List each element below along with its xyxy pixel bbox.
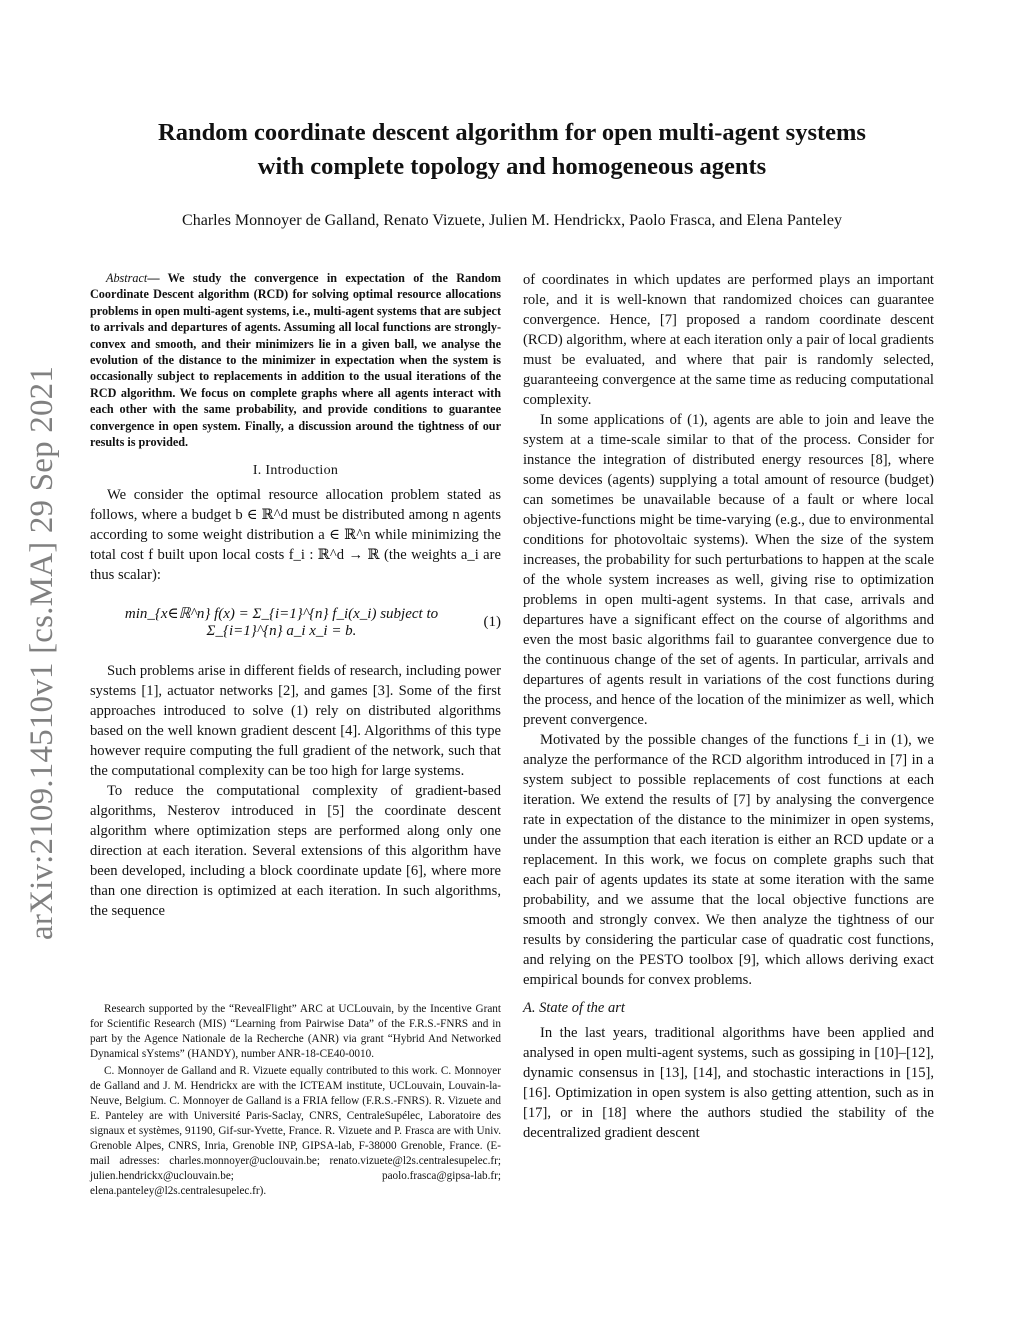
section-heading-introduction: I. Introduction [252, 463, 339, 479]
state-of-art-paragraph-1: In the last years, traditional algorithms have been applied and analysed in open multi-agent systems, such as gossiping in [10]–[12], dynamic consensus in [13], [14], and stochastic interactions in [15], [16]. Optimization in open system is also getting attention, such as in [17], or in [18] where the authors studied the stability of the decentralized gradient descent [523, 1025, 934, 1141]
intro-paragraph-5: In some applications of (1), agents are able to join and leave the system at a time-scale similar to that of the process. Consider for instance the integration of distributed energy resources [8], where some devices (agents) supplying a total amount of resource (budget) can sometimes be unavailable because of a fault or where local objective-functions might be time-varying (e.g., due to environmental conditions for photovoltaic systems). When the size of the system increases, the probability for such perturbations to happen at the scale of the whole system increases as well, giving rise to optimization problems in open multi-agent systems. In that case, arrivals and departures have a significant effect on the course of algorithms and even the most basic algorithms fail to guarantee convergence due to the continuous change of the set of agents. In particular, arrivals and departures of agents result in variations of the cost functions during the process, and hence of the location of the minimizer as well, which prevent convergence. [523, 412, 934, 728]
right-column [523, 270, 934, 1143]
intro-paragraph-4: of coordinates in which updates are performed plays an important role, and it is well-known that randomized choices can guarantee convergence. Hence, [7] proposed a random coordinate descent (RCD) algorithm, where at each iteration only a pair of local gradients must be evaluated, and where that pair is randomly selected, guaranteeing convergence at the same time as reducing computational complexity. [523, 272, 934, 408]
title-line-1: Random coordinate descent algorithm for open multi-agent systems [158, 119, 866, 146]
footnote-funding: Research supported by the “RevealFlight” ARC at UCLouvain, by the Incentive Grant for Scientific Research (MIS) “Learning from Pairwise Data” of the F.R.S.-FNRS and in part by the Agence Nationale de la Recherche (ANR) via grant “Hybrid And Networked Dynamical sYstems” (HANDY), number ANR-18-CE40-0010. [90, 1003, 501, 1060]
equation-1-number: (1) [483, 613, 501, 630]
title-line-2: with complete topology and homogeneous agents [257, 153, 767, 180]
intro-paragraph-1: We consider the optimal resource allocation problem stated as follows, where a budget b ∈ ℝ^d must be distributed among n agents according to some weight distribution a ∈ ℝ^n while minimizing the total cost f built upon local costs f_i : ℝ^d → ℝ (the weights a_i are thus scalar): [90, 487, 501, 584]
footnotes [90, 1002, 501, 1201]
subsection-heading-state-of-art: A. State of the art [523, 1000, 625, 1016]
left-column [90, 270, 501, 921]
intro-paragraph-6: Motivated by the possible changes of the functions f_i in (1), we analyze the performance of the RCD algorithm introduced in [7] in a system subject to possible replacements of cost functions at each iteration. We extend the results of [7] by analysing the convergence rate in expectation of the distance to the minimizer in open systems, under the assumption that each iteration is either an RCD update or a replacement. In this work, we focus on complete graphs such that each pair of agents updates its state at some iteration with the same probability, and we assume that the local objective functions are smooth and strongly convex. We then analyze the tightness of our results by considering the particular case of quadratic cost functions, and relying on the PESTO toolbox [9], which allows deriving exact empirical bounds for convex problems. [523, 732, 934, 988]
footnote-affiliations: C. Monnoyer de Galland and R. Vizuete equally contributed to this work. C. Monnoyer de Galland and J. M. Hendrickx are with the ICTEAM institute, UCLouvain, Louvain-la-Neuve, Belgium. C. Monnoyer de Galland is a FRIA fellow (F.R.S.-FNRS). R. Vizuete and E. Panteley are with Université Paris-Saclay, CNRS, CentraleSupélec, Laboratoire des signaux et systèmes, 91190, Gif-sur-Yvette, France. R. Vizuete and P. Frasca are with Univ. Grenoble Alpes, CNRS, Inria, Grenoble INP, GIPSA-lab, F-38000 Grenoble, France. (E-mail adresses: charles.monnoyer@uclouvain.be; renato.vizuete@l2s.centralesupelec.fr; julien.hendrickx@uclouvain.be; paolo.frasca@gipsa-lab.fr; elena.panteley@l2s.centralesupelec.fr). [90, 1065, 501, 1197]
intro-paragraph-2: Such problems arise in different fields of research, including power systems [1], actuator networks [2], and games [3]. Some of the first approaches introduced to solve (1) rely on distributed algorithms based on the well known gradient descent [4]. Algorithms of this type however require computing the full gradient of the network, such that the computational complexity can be too high for large systems. [90, 663, 501, 780]
intro-paragraph-3: To reduce the computational complexity of gradient-based algorithms, Nesterov introduced in [5] the coordinate descent algorithm where optimization steps are performed along only one direction at each iteration. Several extensions of this algorithm have been developed, including a block coordinate update [6], where more than one direction is optimized at each iteration. In such algorithms, the sequence [90, 783, 501, 920]
abstract-text: — We study the convergence in expectation of the Random Coordinate Descent algorithm (RCD) for solving optimal resource allocations problems in open multi-agent systems, i.e., multi-agent systems that are subject to arrivals and departures of agents. Assuming all local functions are strongly-convex and smooth, and their minimizers lie in a given ball, we analyse the evolution of the distance to the minimizer in expectation when the system is occasionally subject to replacements in addition to the usual iterations of the RCD algorithm. We focus on complete graphs where all agents interact with each other with the same probability, and provide conditions to guarantee convergence in open system. Finally, a discussion around the tightness of our results is provided. [90, 271, 501, 450]
arxiv-identifier[interactable]: arXiv:2109.14510v1 [cs.MA] 29 Sep 2021 [24, 365, 60, 940]
abstract-label: Abstract [106, 271, 148, 285]
equation-1 [90, 593, 501, 651]
equation-1-expression: min_{x∈ℝ^n} f(x) = Σ_{i=1}^{n} f_i(x_i) subject to Σ_{i=1}^{n} a_i x_i = b. [124, 606, 439, 640]
abstract [90, 270, 501, 450]
author-list: Charles Monnoyer de Galland, Renato Vizuete, Julien M. Hendrickx, Paolo Frasca, and Elena Panteley [182, 212, 842, 229]
paper-title [60, 116, 964, 184]
